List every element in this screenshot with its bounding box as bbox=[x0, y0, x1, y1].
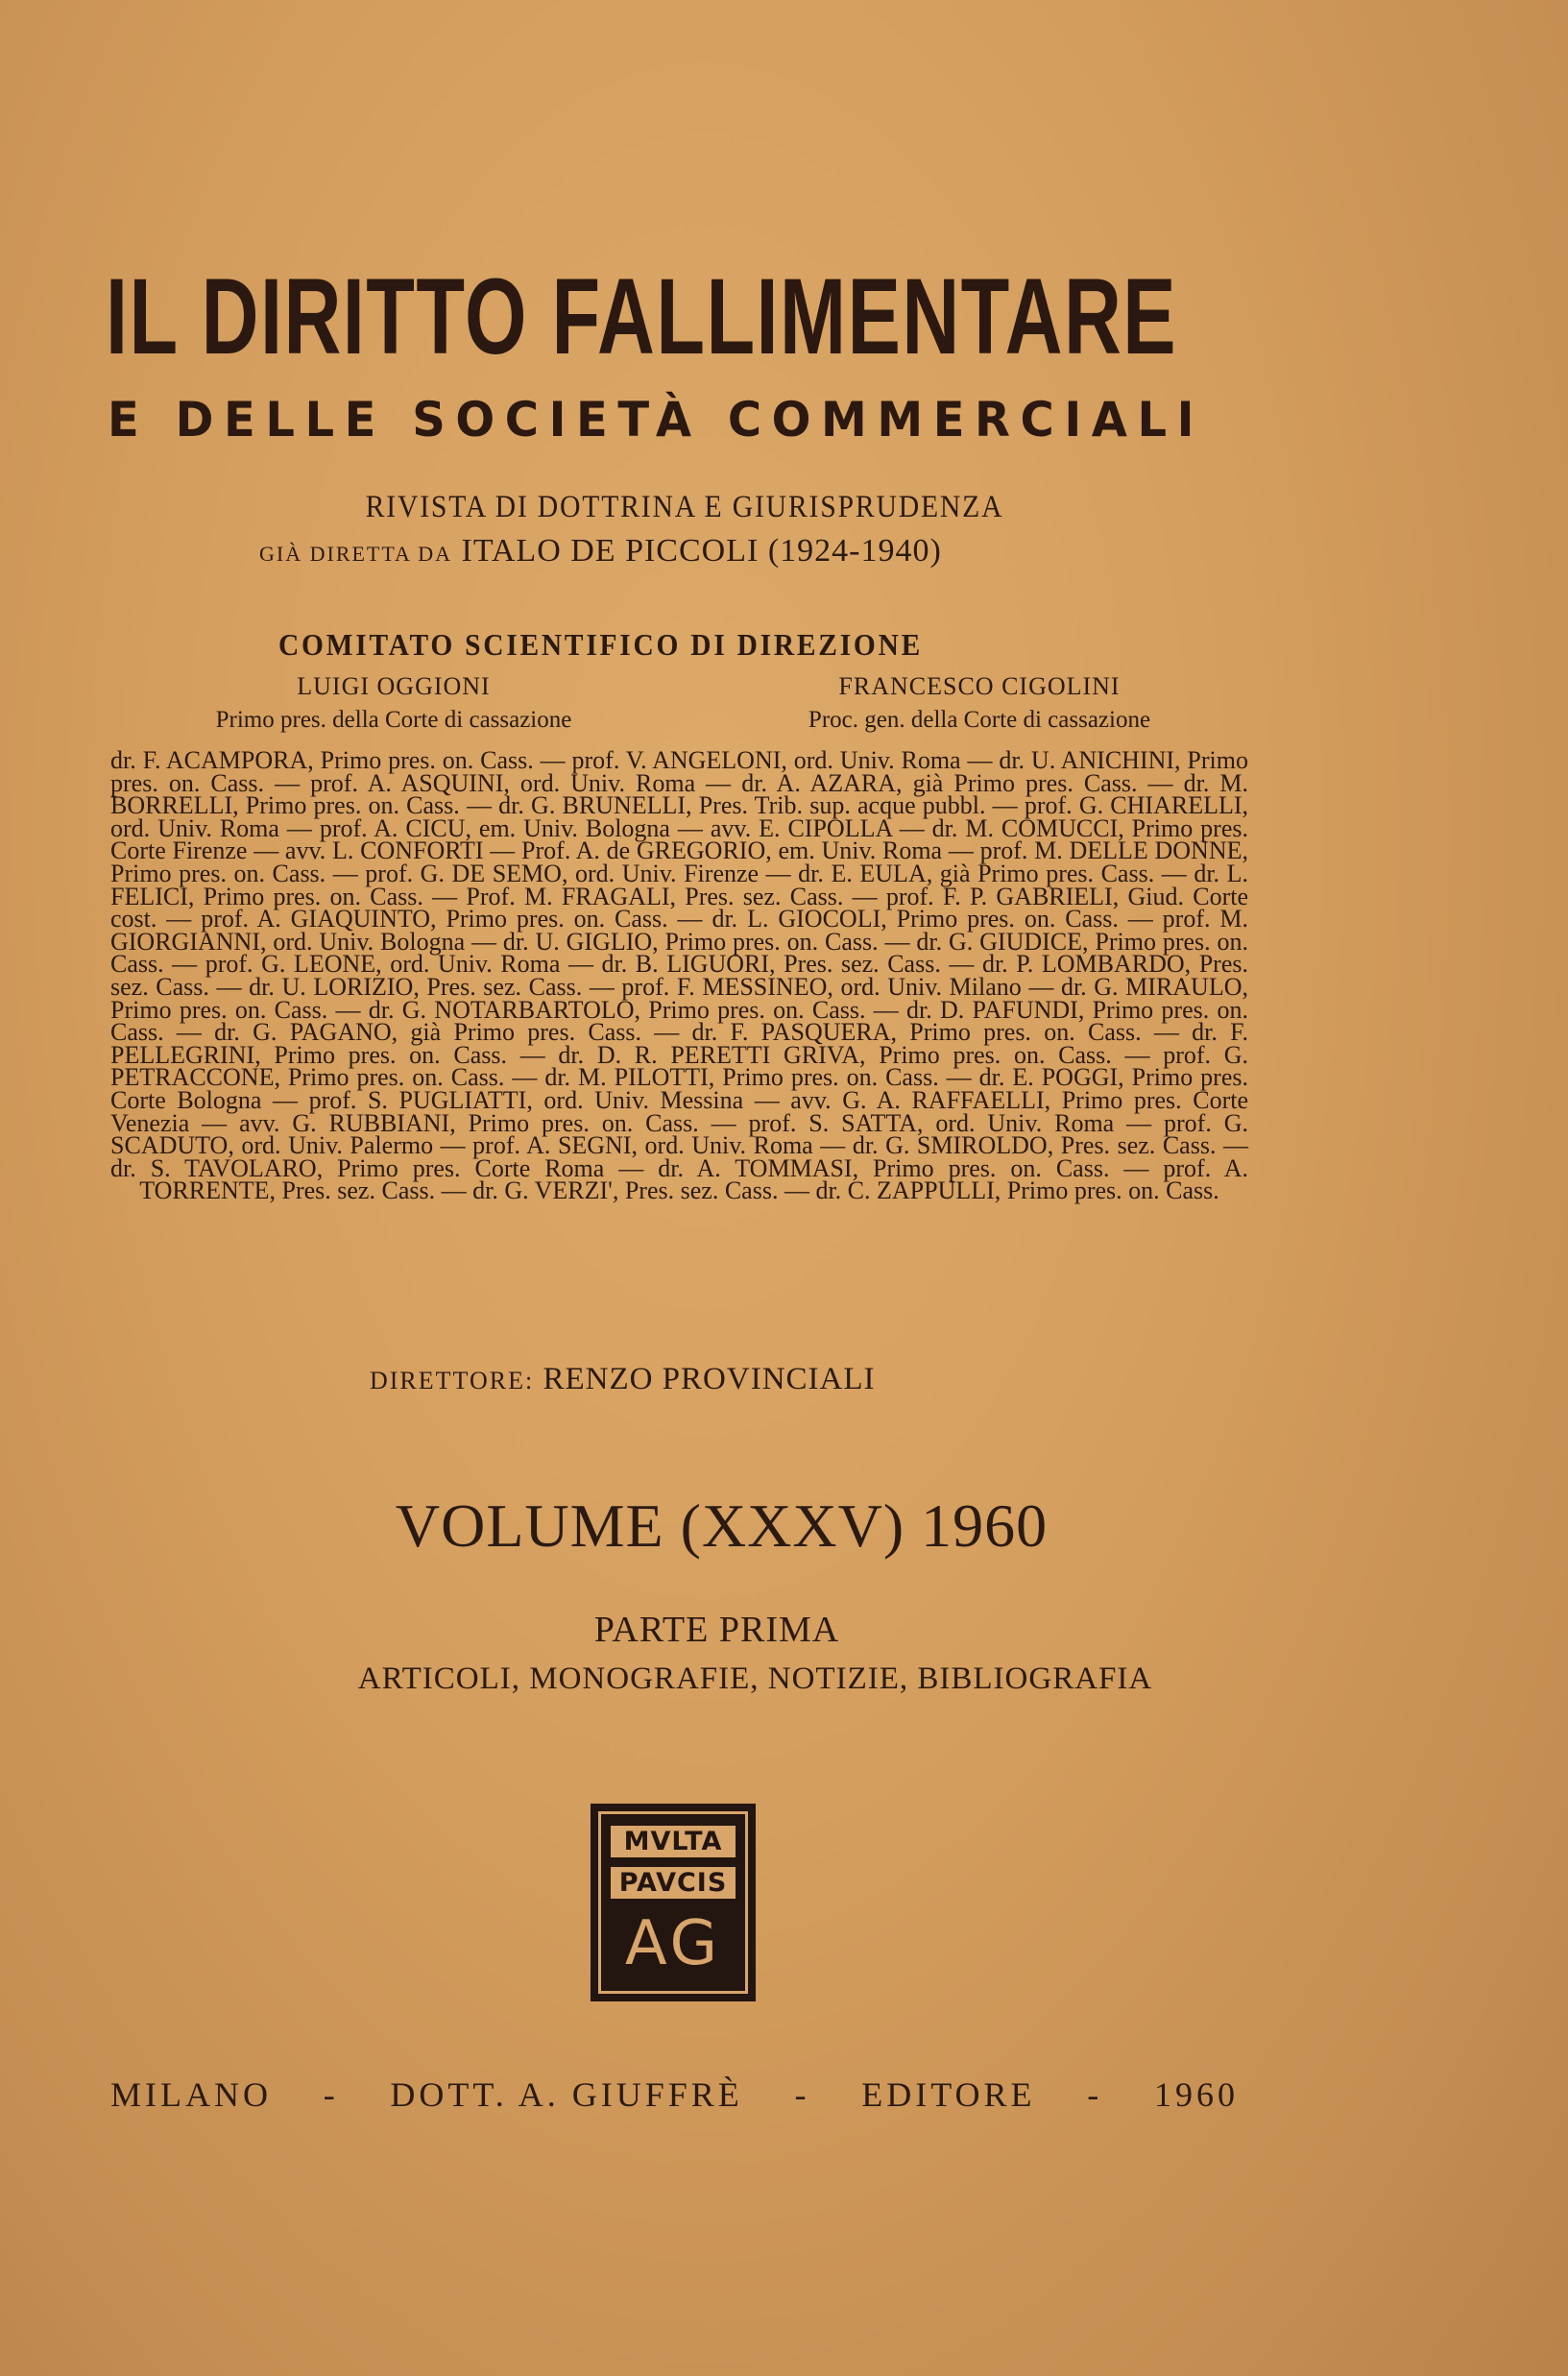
volume-sections: ARTICOLI, MONOGRAFIE, NOTIZIE, BIBLIOGRAFIA bbox=[357, 1661, 1153, 1696]
logo-frame bbox=[598, 1811, 748, 1994]
journal-description: RIVISTA DI DOTTRINA E GIURISPRUDENZA bbox=[365, 490, 1004, 524]
president-oggioni bbox=[144, 672, 643, 734]
volume-title: VOLUME (XXXV) 1960 bbox=[395, 1491, 1049, 1560]
founder-name: ITALO DE PICCOLI bbox=[461, 533, 760, 569]
logo-motto-line2: PAVCIS bbox=[611, 1867, 736, 1899]
director-label: DIRETTORE: bbox=[370, 1367, 535, 1394]
president-name: FRANCESCO CIGOLINI bbox=[838, 672, 1121, 700]
publisher-logo bbox=[591, 1804, 756, 2001]
president-cigolini bbox=[711, 672, 1248, 734]
journal-subtitle: E DELLE SOCIETÀ COMMERCIALI bbox=[108, 392, 1205, 448]
volume-part: PARTE PRIMA bbox=[593, 1610, 840, 1650]
committee-members: dr. F. ACAMPORA, Primo pres. on. Cass. — prof. V. ANGELONI, ord. Univ. Roma — dr. U. ANICHINI, Primo pres. on. Cass. — prof. A. ASQUINI, ord. Univ. Roma — dr. A. AZARA, già Primo pres. Cass. — dr. M. BORRELLI, Primo pres. on. Cass. — dr. G. BRUNELLI, Pres. Trib. sup. acque pubbl. — prof. G. CHIARELLI, ord. Univ. Roma — prof. A. CICU, em. Univ. Bologna — avv. E. CIPOLLA — dr. M. COMUCCI, Primo pres. Corte Firenze — avv. L. CONFORTI — Prof. A. de GREGORIO, em. Univ. Roma — prof. M. DELLE DONNE, Primo pres. on. Cass. — prof. G. DE SEMO, ord. Univ. Firenze — dr. E. EULA, già Primo pres. Cass. — dr. L. FELICI, Primo pres. on. Cass. — Prof. M. FRAGALI, Pres. sez. Cass. — prof. F. P. GABRIELI, Giud. Corte cost. — prof. A. GIAQUINTO, Primo pres. on. Cass. — dr. L. GIOCOLI, Primo pres. on. Cass. — prof. M. GIORGIANNI, ord. Univ. Bologna — dr. U. GIGLIO, Primo pres. on. Cass. — dr. G. GIUDICE, Primo pres. on. Cass. — prof. G. LEONE, ord. Univ. Roma — dr. B. LIGUORI, Pres. sez. Cass. — dr. P. LOMBARDO, Pres. sez. Cass. — dr. U. LORIZIO, Pres. sez. Cass. — prof. F. MESSINEO, ord. Univ. Milano — dr. G. MIRAULO, Primo pres. on. Cass. — dr. G. NOTARBARTOLO, Primo pres. on. Cass. — dr. D. PAFUNDI, Primo pres. on. Cass. — dr. G. PAGANO, già Primo pres. Cass. — dr. F. PASQUERA, Primo pres. on. Cass. — dr. F. PELLEGRINI, Primo pres. on. Cass. — dr. D. R. PERETTI GRIVA, Primo pres. on. Cass. — prof. G. PETRACCONE, Primo pres. on. Cass. — dr. M. PILOTTI, Primo pres. on. Cass. — dr. E. POGGI, Primo pres. Corte Bologna — prof. S. PUGLIATTI, ord. Univ. Messina — avv. G. A. RAFFAELLI, Primo pres. Corte Venezia — avv. G. RUBBIANI, Primo pres. on. Cass. — prof. S. SATTA, ord. Univ. Roma — prof. G. SCADUTO, ord. Univ. Palermo — prof. A. SEGNI, ord. Univ. Roma — dr. G. SMIROLDO, Pres. sez. Cass. — dr. S. TAVOLARO, Primo pres. Corte Roma — dr. A. TOMMASI, Primo pres. on. Cass. — prof. A. TORRENTE, Pres. sez. Cass. — dr. G. VERZI', Pres. sez. Cass. — dr. C. ZAPPULLI, Primo pres. on. Cass. bbox=[110, 746, 1248, 1205]
imprint-separator: - bbox=[794, 2075, 810, 2114]
imprint-separator: - bbox=[323, 2075, 339, 2114]
imprint bbox=[110, 2074, 1239, 2115]
president-role: Proc. gen. della Corte di cassazione bbox=[808, 707, 1151, 733]
imprint-publisher: DOTT. A. GIUFFRÈ bbox=[390, 2075, 743, 2114]
imprint-separator: - bbox=[1087, 2075, 1103, 2114]
president-role: Primo pres. della Corte di cassazione bbox=[215, 707, 572, 733]
imprint-year: 1960 bbox=[1153, 2075, 1239, 2114]
committee-heading: COMITATO SCIENTIFICO DI DIREZIONE bbox=[278, 627, 923, 662]
imprint-role: EDITORE bbox=[861, 2075, 1036, 2114]
logo-initials: AG bbox=[624, 1908, 722, 1979]
director-line bbox=[370, 1362, 876, 1397]
founder-line bbox=[259, 533, 942, 570]
founder-years: (1924-1940) bbox=[767, 533, 942, 569]
founder-prefix: GIÀ DIRETTA DA bbox=[259, 542, 452, 566]
imprint-city: MILANO bbox=[110, 2075, 272, 2114]
president-name: LUIGI OGGIONI bbox=[297, 672, 491, 700]
director-name: RENZO PROVINCIALI bbox=[543, 1362, 876, 1396]
logo-motto-line1: MVLTA bbox=[611, 1826, 736, 1857]
journal-title: IL DIRITTO FALLIMENTARE bbox=[106, 256, 1178, 376]
